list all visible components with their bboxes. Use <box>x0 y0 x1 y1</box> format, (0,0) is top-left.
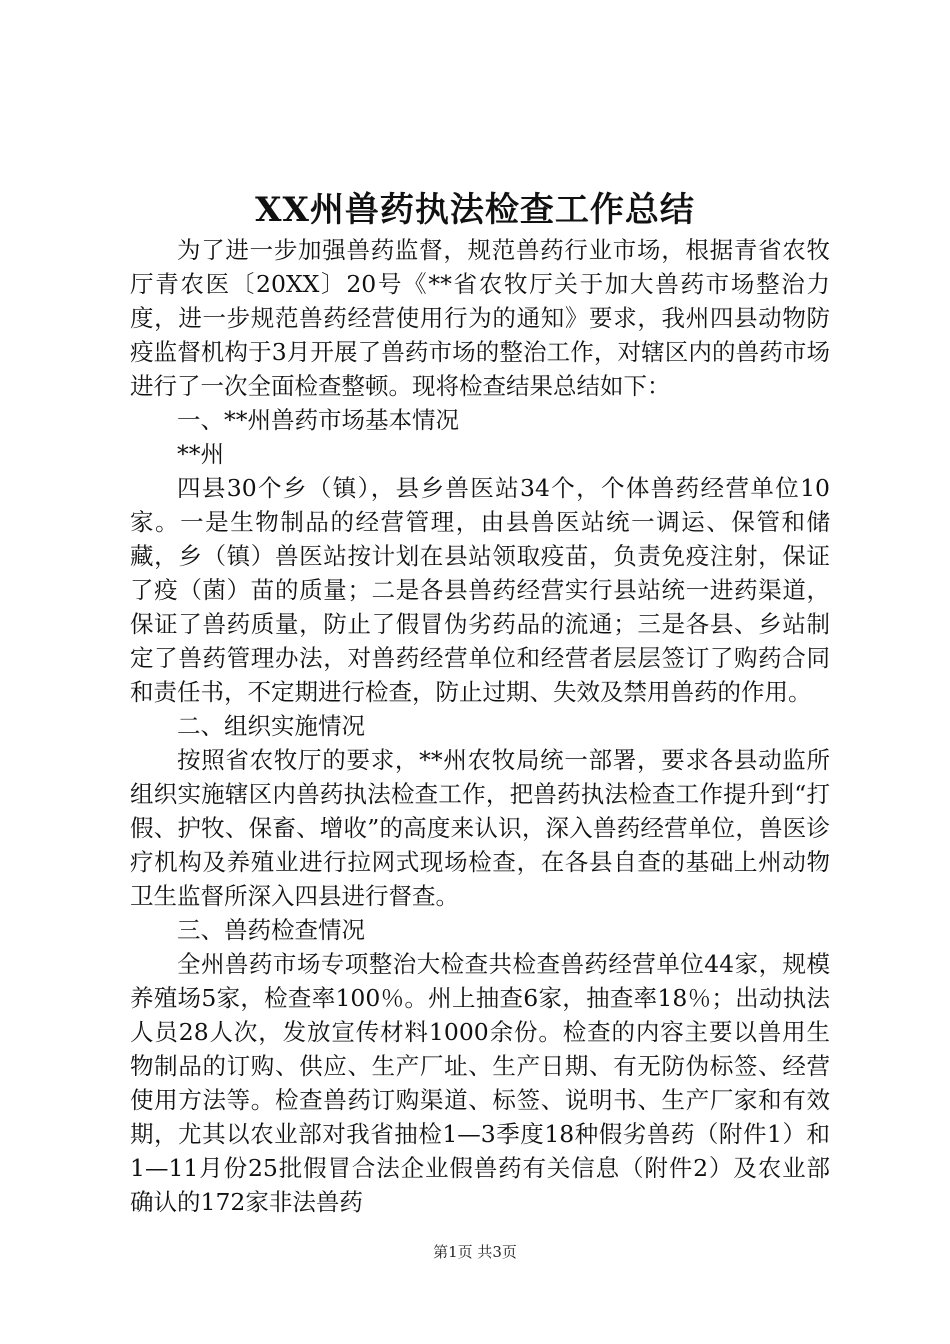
intro-paragraph: 为了进一步加强兽药监督，规范兽药行业市场，根据青省农牧厅青农医〔20XX〕20号《**省农牧厅关于加大兽药市场整治力度，进一步规范兽药经营使用行为的通知》要求，我州四县动物防疫监督机构于3月开展了兽药市场的整治工作，对辖区内的兽药市场进行了一次全面检查整顿。现将检查结果总结如下： <box>130 236 830 400</box>
page-footer: 第1页 共3页 <box>433 1243 517 1261</box>
section-1-paragraph: 四县30个乡（镇），县乡兽医站34个，个体兽药经营单位10家。一是生物制品的经营管理，由县兽医站统一调运、保管和储藏，乡（镇）兽医站按计划在县站领取疫苗，负责免疫注射，保证了疫（菌）苗的质量；二是各县兽药经营实行县站统一进药渠道，保证了兽药质量，防止了假冒伪劣药品的流通；三是各县、乡站制定了兽药管理办法，对兽药经营单位和经营者层层签订了购药合同和责任书，不定期进行检查，防止过期、失效及禁用兽药的作用。 <box>130 474 830 706</box>
document-body <box>130 233 830 1219</box>
region-label: **州 <box>177 440 224 468</box>
section-heading-3: 三、兽药检查情况 <box>177 916 365 944</box>
section-3-paragraph: 全州兽药市场专项整治大检查共检查兽药经营单位44家，规模养殖场5家，检查率100％。州上抽查6家，抽查率18％；出动执法人员28人次，发放宣传材料1000余份。检查的内容主要以兽用生物制品的订购、供应、生产厂址、生产日期、有无防伪标签、经营使用方法等。检查兽药订购渠道、标签、说明书、生产厂家和有效期，尤其以农业部对我省抽检1—3季度18种假劣兽药（附件1）和1—11月份25批假冒合法企业假兽药有关信息（附件2）及农业部确认的172家非法兽药 <box>130 950 830 1216</box>
document-title: XX州兽药执法检查工作总结 <box>255 190 695 230</box>
section-heading-2: 二、组织实施情况 <box>177 712 365 740</box>
section-2-paragraph: 按照省农牧厅的要求，**州农牧局统一部署，要求各县动监所组织实施辖区内兽药执法检查工作，把兽药执法检查工作提升到“打假、护牧、保畜、增收”的高度来认识，深入兽药经营单位，兽医诊疗机构及养殖业进行拉网式现场检查，在各县自查的基础上州动物卫生监督所深入四县进行督查。 <box>130 746 830 910</box>
section-heading-1: 一、**州兽药市场基本情况 <box>177 406 459 434</box>
